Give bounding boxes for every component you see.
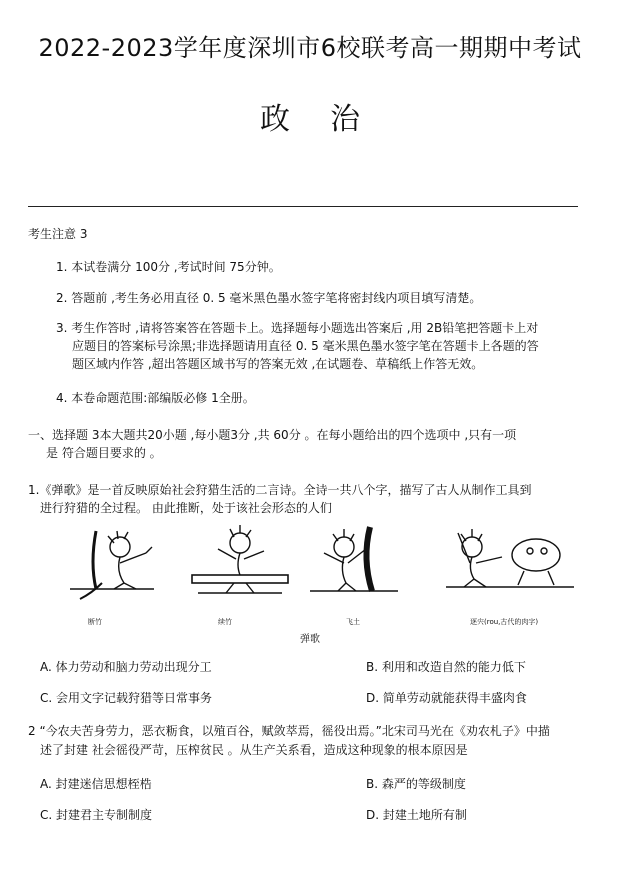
q2-option-a: A. 封建迷信思想桎梏 <box>40 777 152 791</box>
section-heading: 一、选择题 3本大题共20小题 ,每小题3分 ,共 60分 。在每小题给出的四个选项中 ,只有一项 <box>28 428 517 442</box>
q1-option-c: C. 会用文字记载狩猎等日常事务 <box>40 691 213 705</box>
tange-illustration <box>62 523 582 625</box>
q2-option-d: D. 封建土地所有制 <box>366 808 467 822</box>
exam-title: 2022-2023学年度深圳市6校联考高一期期中考试 <box>38 34 582 62</box>
figure-caption-1: 断竹 <box>88 618 102 626</box>
cutting-bamboo-figure <box>70 531 154 599</box>
figure-caption-3: 飞土 <box>346 618 360 626</box>
figure-caption-2: 续竹 <box>218 618 232 626</box>
q1-option-a: A. 体力劳动和脑力劳动出现分工 <box>40 660 212 674</box>
q1-option-b: B. 利用和改造自然的能力低下 <box>366 660 526 674</box>
q1-stem-cont: 进行狩猎的全过程。 由此推断，处于该社会形态的人们 <box>40 501 332 515</box>
q1-stem: 1.《弹歌》是一首反映原始社会狩猎生活的二言诗。全诗一共八个字，描写了古人从制作工具到 <box>28 483 532 497</box>
notice-item-1: 1. 本试卷满分 100分 ,考试时间 75分钟。 <box>56 260 281 274</box>
q1-option-d: D. 简单劳动就能获得丰盛肉食 <box>366 691 527 705</box>
notice-item-2: 2. 答题前 ,考生务必用直径 0. 5 毫米黑色墨水签字笔将密封线内项目填写清楚。 <box>56 291 482 305</box>
header-divider <box>28 206 578 207</box>
notice-heading: 考生注意 3 <box>28 227 88 241</box>
section-heading-cont: 是 符合题目要求的 。 <box>46 446 162 460</box>
figure-caption-4: 逐宍(rou,古代的肉字) <box>470 618 539 626</box>
notice-item-3-cont: 应题目的答案标号涂黑;非选择题请用直径 0. 5 毫米黑色墨水签字笔在答题卡上各题的答 <box>72 339 539 353</box>
joining-bamboo-figure <box>192 525 288 593</box>
q2-option-b: B. 森严的等级制度 <box>366 777 466 791</box>
flying-earth-figure <box>310 527 398 591</box>
q2-stem: 2 “今农夫苦身劳力，恶衣粝食，以殖百谷，赋敛萃焉，徭役出焉。”北宋司马光在《劝农札子》中描 <box>28 724 550 738</box>
notice-item-4: 4. 本卷命题范围:部编版必修 1全册。 <box>56 391 255 405</box>
q2-option-c: C. 封建君主专制制度 <box>40 808 153 822</box>
q2-stem-cont: 述了封建 社会徭役严苛，压榨贫民 。从生产关系看，造成这种现象的根本原因是 <box>40 743 468 757</box>
subject-title: 政治 <box>260 102 400 137</box>
figure-title: 弹歌 <box>300 634 320 645</box>
chasing-prey-figure <box>446 529 574 587</box>
notice-item-3: 3. 考生作答时 ,请将答案答在答题卡上。选择题每小题选出答案后 ,用 2B铅笔把答题卡上对 <box>56 321 539 335</box>
notice-item-3-cont2: 题区域内作答 ,超出答题区域书写的答案无效 ,在试题卷、草稿纸上作答无效。 <box>72 357 484 371</box>
